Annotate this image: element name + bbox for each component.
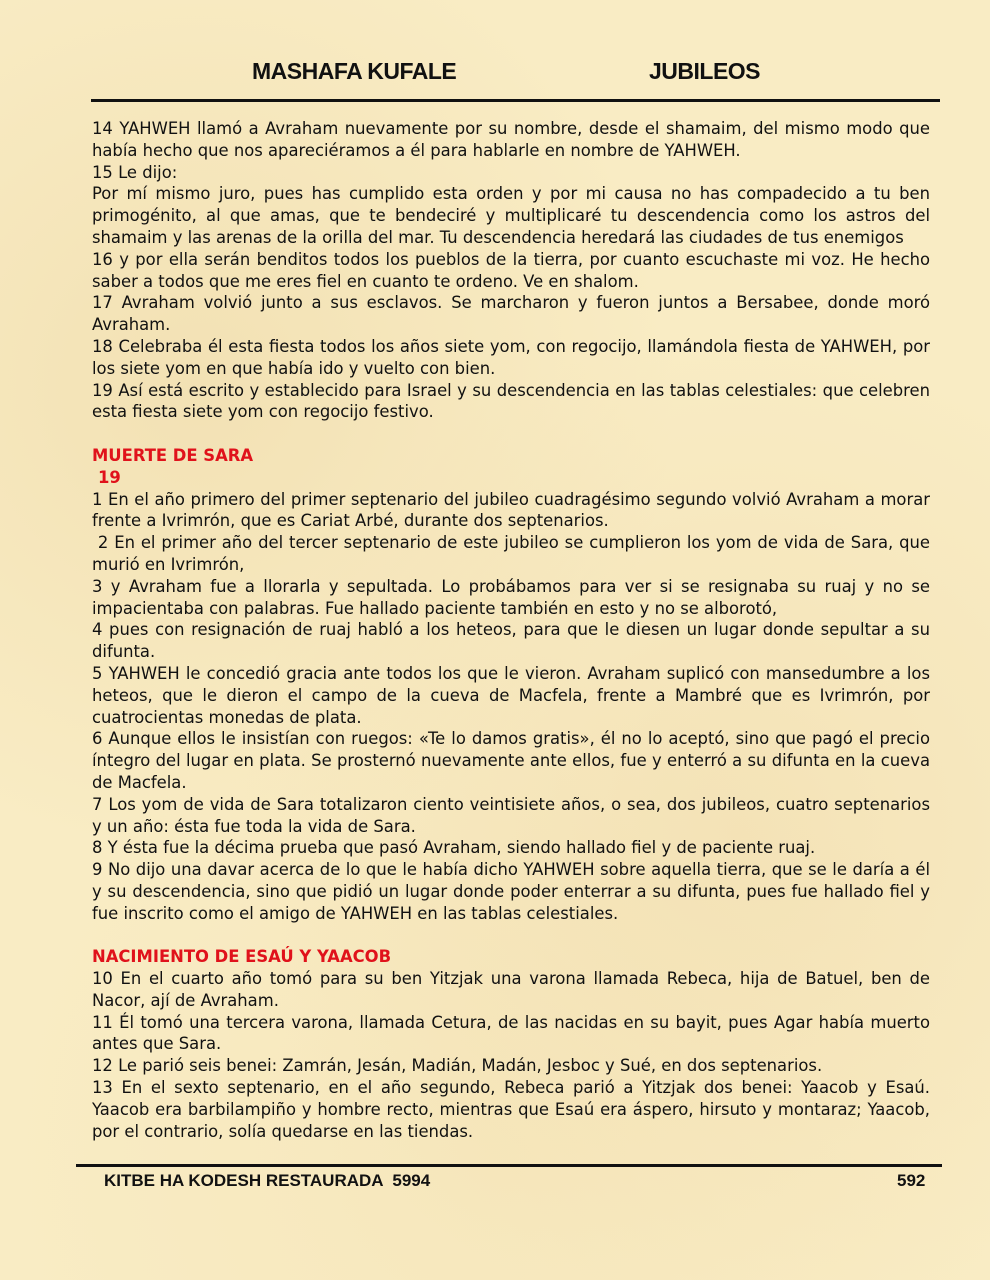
verse: 13 En el sexto septenario, en el año segundo, Rebeca parió a Yitzjak dos benei: Yaacob y Esaú. Yaacob era barbilampiño y hombre recto, mientras que Esaú era áspero, hirsuto y montaraz; Yaacob, por el contrario, solía quedarse en las tiendas. [92,1078,930,1141]
verse: 6 Aunque ellos le insistían con ruegos: «Te lo damos gratis», él no lo aceptó, sino que pagó el precio íntegro del lugar en plata. Se prosternó nuevamente ante ellos, fue y enterró a su difunta en la cueva de Macfela. [92,729,930,792]
verse: 2 En el primer año del tercer septenario de este jubileo se cumplieron los yom de vida de Sara, que murió en Ivrimrón, [92,533,936,574]
verse: 16 y por ella serán benditos todos los pueblos de la tierra, por cuanto escuchaste mi voz. He hecho saber a todos que me eres fiel en cuanto te ordeno. Ve en shalom. [92,249,930,291]
verse: 3 y Avraham fue a llorarla y sepultada. Lo probábamos para ver si se resignaba su ruaj y no se impacientaba con palabras. Fue hallado paciente también en esto y no se alborotó, [92,576,930,618]
page-header [0,58,990,90]
book-title: MASHAFA KUFALE [252,58,457,84]
section-spacer [92,924,930,946]
verse: 7 Los yom de vida de Sara totalizaron ciento veintisiete años, o sea, dos jubileos, cuatro septenarios y un año: ésta fue toda la vida de Sara. [92,794,930,836]
verse: 11 Él tomó una tercera varona, llamada Cetura, de las nacidas en su bayit, pues Agar había muerto antes que Sara. [92,1012,930,1054]
page-number: 592 [897,1171,926,1190]
verse: 8 Y ésta fue la décima prueba que pasó Avraham, siendo hallado fiel y de paciente ruaj. [92,838,816,858]
verse: 1 En el año primero del primer septenario del jubileo cuadragésimo segundo volvió Avraham a morar frente a Ivrimrón, que es Cariat Arbé, durante dos septenarios. [92,489,930,531]
verse: 15 Le dijo: [92,162,178,182]
verse: 17 Avraham volvió junto a sus esclavos. Se marcharon y fueron juntos a Bersabee, donde moró Avraham. [92,293,930,335]
verse: Por mí mismo juro, pues has cumplido esta orden y por mi causa no has compadecido a tu ben primogénito, al que amas, que te bendeciré y multiplicaré tu descendencia como los astros del shamaim y las arenas de la orilla del mar. Tu descendencia heredará las ciudades de tus enemigos [92,184,930,247]
page-body [92,118,936,1142]
chapter-number: 19 [98,467,121,487]
verse: 4 pues con resignación de ruaj habló a los heteos, para que le diesen un lugar donde sepultar a su difunta. [92,620,930,662]
footer-title: KITBE HA KODESH RESTAURADA 5994 [104,1171,431,1190]
section-spacer [92,423,930,445]
footer-divider [76,1164,942,1167]
verse: 14 YAHWEH llamó a Avraham nuevamente por su nombre, desde el shamaim, del mismo modo que había hecho que nos apareciéramos a él para hablarle en nombre de YAHWEH. [92,119,930,160]
verse: 10 En el cuarto año tomó para su ben Yitzjak una varona llamada Rebeca, hija de Batuel, ben de Nacor, ají de Avraham. [92,969,930,1010]
section-heading-muerte-de-sara: MUERTE DE SARA [92,445,254,465]
verse: 18 Celebraba él esta fiesta todos los años siete yom, con regocijo, llamándola fiesta de YAHWEH, por los siete yom en que había ido y vuelto con bien. [92,336,930,378]
verse: 19 Así está escrito y establecido para Israel y su descendencia en las tablas celestiales: que celebren esta fiesta siete yom con regocijo festivo. [92,380,930,422]
section-title: JUBILEOS [649,58,761,84]
header-divider [91,99,940,102]
verse: 5 YAHWEH le concedió gracia ante todos los que le vieron. Avraham suplicó con mansedumbre a los heteos, que le dieron el campo de la cueva de Macfela, frente a Mambré que es Ivrimrón, por cuatrocientas monedas de plata. [92,663,930,727]
section-heading-nacimiento: NACIMIENTO DE ESAÚ Y YAACOB [92,947,392,967]
verse: 9 No dijo una davar acerca de lo que le había dicho YAHWEH sobre aquella tierra, que se le daría a él y su descendencia, sino que pidió un lugar donde poder enterrar a su difunta, pues fue hallado fiel y fue inscrito como el amigo de YAHWEH en las tablas celestiales. [92,860,930,923]
verse: 12 Le parió seis benei: Zamrán, Jesán, Madián, Madán, Jesboc y Sué, en dos septenarios. [92,1056,823,1076]
